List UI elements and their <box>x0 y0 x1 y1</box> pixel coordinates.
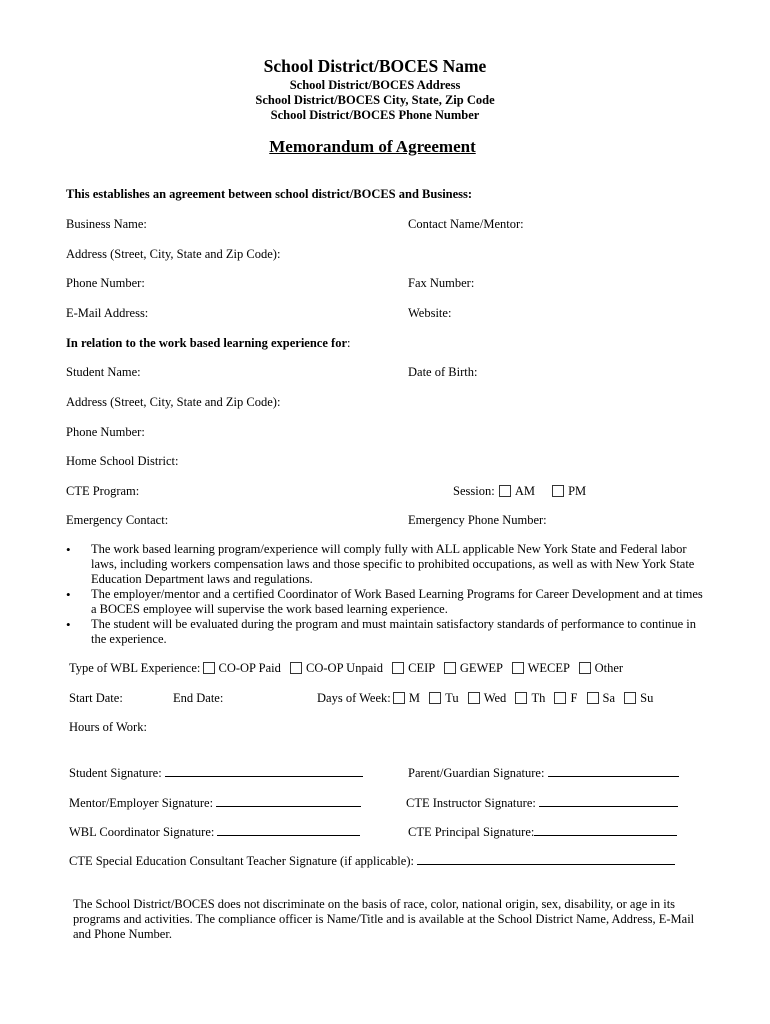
business-name-label: Business Name: <box>66 217 147 231</box>
fax-number-label: Fax Number: <box>408 276 475 290</box>
coop-paid-label: CO-OP Paid <box>218 661 281 675</box>
start-date-label: Start Date: <box>69 691 123 705</box>
day-m-checkbox[interactable] <box>393 692 405 704</box>
day-su-label: Su <box>640 691 654 705</box>
special-ed-signature-row <box>69 853 675 869</box>
district-name: School District/BOCES Name <box>263 56 487 76</box>
coop-unpaid-checkbox[interactable] <box>290 662 302 674</box>
business-address-label: Address (Street, City, State and Zip Code): <box>66 247 281 261</box>
day-f-label: F <box>570 691 578 705</box>
emergency-phone-label: Emergency Phone Number: <box>408 513 547 527</box>
wbl-coordinator-signature-label: WBL Coordinator Signature: <box>69 825 215 839</box>
cte-instructor-signature-label: CTE Instructor Signature: <box>406 796 536 810</box>
day-f-checkbox[interactable] <box>554 692 566 704</box>
mentor-signature-line[interactable] <box>216 795 361 807</box>
day-wed-checkbox[interactable] <box>468 692 480 704</box>
wbl-coordinator-signature-line[interactable] <box>217 824 360 836</box>
contact-name-label: Contact Name/Mentor: <box>408 217 524 231</box>
cte-principal-signature-label: CTE Principal Signature: <box>408 825 535 839</box>
emergency-contact-label: Emergency Contact: <box>66 513 169 527</box>
district-phone: School District/BOCES Phone Number <box>270 108 480 122</box>
wbl-type-row <box>69 661 623 676</box>
terms-item-labor-laws: • The work based learning program/experience will comply fully with ALL applicable New York State and Federal labor laws, including workers compensation laws and those specific to prohibited occupations, as well as with New York State Education Department laws and regulations. <box>66 542 706 587</box>
day-su-checkbox[interactable] <box>624 692 636 704</box>
non-discrimination-notice: The School District/BOCES does not discriminate on the basis of race, color, national origin, sex, disability, or age in its programs and activities. The compliance officer is Name/Title and is available at the School District Name, Address, E-Mail and Phone Number. <box>73 897 695 941</box>
cte-program-label: CTE Program: <box>66 484 140 498</box>
days-of-week-label: Days of Week: <box>317 691 391 705</box>
student-signature-row <box>69 765 363 781</box>
day-tu-label: Tu <box>445 691 459 705</box>
mentor-signature-label: Mentor/Employer Signature: <box>69 796 214 810</box>
hours-of-work-label: Hours of Work: <box>69 720 147 734</box>
day-sa-checkbox[interactable] <box>587 692 599 704</box>
student-signature-line[interactable] <box>165 765 363 777</box>
wecep-checkbox[interactable] <box>512 662 524 674</box>
day-wed-label: Wed <box>483 691 507 705</box>
relation-heading <box>66 336 350 351</box>
relation-heading-text: In relation to the work based learning experience for <box>66 336 347 350</box>
district-address: School District/BOCES Address <box>289 78 461 92</box>
terms-list <box>66 542 706 647</box>
website-label: Website: <box>408 306 452 320</box>
intro-statement: This establishes an agreement between school district/BOCES and Business: <box>66 187 473 201</box>
gewep-label: GEWEP <box>459 661 503 675</box>
special-ed-signature-label: CTE Special Education Consultant Teacher Signature (if applicable): <box>69 854 414 868</box>
wecep-label: WECEP <box>527 661 570 675</box>
other-checkbox[interactable] <box>579 662 591 674</box>
session-pm-checkbox[interactable] <box>552 485 564 497</box>
day-m-label: M <box>408 691 420 705</box>
day-th-label: Th <box>531 691 546 705</box>
student-signature-label: Student Signature: <box>69 766 162 780</box>
day-tu-checkbox[interactable] <box>429 692 441 704</box>
cte-instructor-signature-line[interactable] <box>539 795 678 807</box>
special-ed-signature-line[interactable] <box>417 853 675 865</box>
day-sa-label: Sa <box>602 691 616 705</box>
email-address-label: E-Mail Address: <box>66 306 149 320</box>
cte-principal-signature-row <box>408 824 677 840</box>
terms-item-supervision: • The employer/mentor and a certified Coordinator of Work Based Learning Programs for Career Development and at times a BOCES employee will supervise the work based learning experience. <box>66 587 706 617</box>
business-phone-label: Phone Number: <box>66 276 145 290</box>
coop-paid-checkbox[interactable] <box>203 662 215 674</box>
relation-heading-colon: : <box>347 336 351 350</box>
session-label: Session: <box>453 484 495 498</box>
gewep-checkbox[interactable] <box>444 662 456 674</box>
other-label: Other <box>594 661 624 675</box>
district-city-state-zip: School District/BOCES City, State, Zip Code <box>255 93 495 107</box>
parent-signature-line[interactable] <box>548 765 679 777</box>
parent-signature-row <box>408 765 679 781</box>
wbl-type-label: Type of WBL Experience: <box>69 661 201 675</box>
wbl-coordinator-signature-row <box>69 824 360 840</box>
session-pm-label: PM <box>568 484 587 498</box>
document-title: Memorandum of Agreement <box>269 137 476 156</box>
student-name-label: Student Name: <box>66 365 141 379</box>
session-group <box>453 484 586 499</box>
terms-item-evaluation: • The student will be evaluated during the program and must maintain satisfactory standards of performance to continue in the experience. <box>66 617 706 647</box>
end-date-label: End Date: <box>173 691 224 705</box>
student-address-label: Address (Street, City, State and Zip Code): <box>66 395 281 409</box>
ceip-checkbox[interactable] <box>392 662 404 674</box>
session-am-label: AM <box>514 484 535 498</box>
mentor-signature-row <box>69 795 361 811</box>
student-phone-label: Phone Number: <box>66 425 145 439</box>
days-of-week-row <box>317 691 653 706</box>
parent-signature-label: Parent/Guardian Signature: <box>408 766 545 780</box>
date-of-birth-label: Date of Birth: <box>408 365 478 379</box>
ceip-label: CEIP <box>408 661 435 675</box>
coop-unpaid-label: CO-OP Unpaid <box>306 661 383 675</box>
home-school-district-label: Home School District: <box>66 454 179 468</box>
session-am-checkbox[interactable] <box>499 485 511 497</box>
day-th-checkbox[interactable] <box>515 692 527 704</box>
cte-instructor-signature-row <box>406 795 678 811</box>
cte-principal-signature-line[interactable] <box>534 824 677 836</box>
